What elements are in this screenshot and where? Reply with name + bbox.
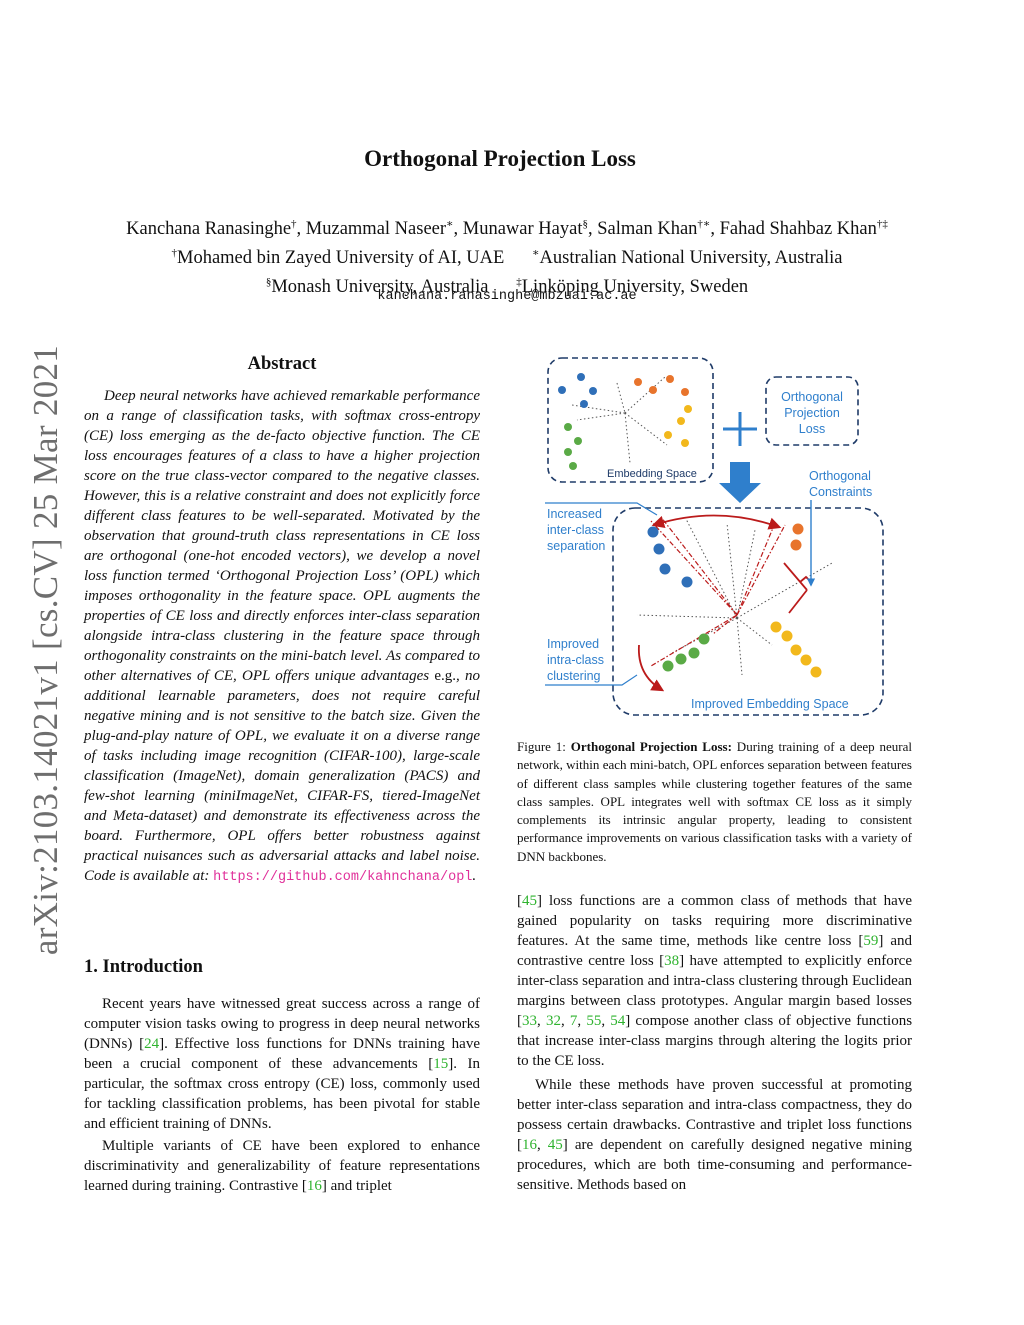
paper-title: Orthogonal Projection Loss: [364, 146, 636, 171]
intra-label-1: Improved: [547, 637, 600, 651]
green-dot: [663, 661, 674, 672]
blue-dot: [660, 564, 671, 575]
inter-class-arrow: [654, 515, 779, 527]
yellow-dot: [664, 431, 672, 439]
intro-paragraph-4: While these methods have proven successful at promoting better inter-class separation and intra-class compactness, they do possess certain drawbacks. Contrastive and triplet loss functions [16, 45] are dependent on carefully designed negative mining procedures, which are both time-consuming and performance-sensitive. Methods based on: [517, 1077, 912, 1193]
author-block: [0, 212, 1014, 299]
down-arrow-icon: [719, 462, 761, 503]
caption-bold-title: Orthogonal Projection Loss:: [570, 739, 732, 754]
green-dot: [699, 634, 710, 645]
author-name: Muzammal Naseer: [305, 219, 447, 240]
affiliation-name: Australian National University, Australia: [539, 248, 843, 269]
affiliation-name: Linköping University, Sweden: [521, 277, 749, 298]
affiliation-name: Mohamed bin Zayed University of AI, UAE: [177, 248, 505, 269]
code-url-link[interactable]: https://github.com/kahnchana/opl: [213, 870, 473, 885]
green-dot: [689, 648, 700, 659]
author-name: Munawar Hayat: [462, 219, 583, 240]
embedding-dots: [558, 373, 692, 470]
affiliations-line-1: †Mohamed bin Zayed University of AI, UAE ∗Australian National University, Australia: [171, 247, 843, 269]
opl-box-label-1: Orthogonal: [781, 390, 843, 404]
green-dot: [676, 654, 687, 665]
citation-link[interactable]: 45: [547, 1137, 563, 1153]
intro-paragraph-2: Multiple variants of CE have been explored to enhance discriminativity and generalizability of feature representations learned during training. Contrastive [16] and triplet: [84, 1138, 480, 1194]
yellow-dot: [791, 645, 802, 656]
green-dot: [564, 423, 572, 431]
green-dot: [569, 462, 577, 470]
abstract-heading: Abstract: [247, 354, 317, 374]
yellow-dot: [681, 439, 689, 447]
author-list: Kanchana Ranasinghe†, Muzammal Naseer∗, Munawar Hayat§, Salman Khan†∗, Fahad Shahbaz Khan†‡: [126, 218, 888, 240]
author-email[interactable]: kanchana.ranasinghe@mbzuai.ac.ae: [377, 289, 637, 304]
green-dot: [564, 448, 572, 456]
intra-label-2: intra-class: [547, 653, 604, 667]
orange-dot: [793, 524, 804, 535]
citation-link[interactable]: 16: [306, 1178, 322, 1194]
orange-dot: [634, 378, 642, 386]
citation-link[interactable]: 55: [586, 1013, 602, 1029]
arxiv-identifier: arXiv:2103.14021v1 [cs.CV] 25 Mar 2021: [26, 344, 65, 956]
citation-link[interactable]: 32: [545, 1013, 561, 1029]
opl-diagram: [527, 345, 907, 730]
introduction-heading: 1. Introduction: [84, 957, 203, 977]
inter-label-2: inter-class: [547, 523, 604, 537]
inter-label-3: separation: [547, 539, 606, 553]
improved-embedding-label: Improved Embedding Space: [691, 697, 849, 711]
citation-link[interactable]: 7: [569, 1013, 578, 1029]
citation-link[interactable]: 59: [863, 933, 879, 949]
blue-dot: [682, 577, 693, 588]
blue-dot: [648, 527, 659, 538]
citation-link[interactable]: 54: [610, 1013, 626, 1029]
figure-1: [527, 345, 907, 730]
yellow-dot: [811, 667, 822, 678]
author-name: Kanchana Ranasinghe: [126, 219, 292, 240]
improved-dots: [648, 524, 822, 678]
orange-dot: [791, 540, 802, 551]
ortho-label-2: Constraints: [809, 485, 873, 499]
intra-label-3: clustering: [547, 669, 601, 683]
author-name: Salman Khan: [597, 219, 698, 240]
yellow-dot: [677, 417, 685, 425]
green-dot: [574, 437, 582, 445]
embedding-space-label: Embedding Space: [607, 468, 697, 480]
orange-dot: [666, 375, 674, 383]
opl-box-label-2: Projection: [784, 406, 840, 420]
abstract-text: Deep neural networks have achieved remarkable performance on a range of classification tasks, with softmax cross-entropy (CE) loss emerging as the de-facto objective function. The CE loss encourages features of a class to have a higher projection score on the true class-vector compared to the negative classes. However, this is a relative constraint and does not explicitly force different class features to be well-separated. Motivated by the observation that ground-truth class representations in CE loss are orthogonal (one-hot encoded vectors), we develop a novel loss function termed ‘Orthogonal Projection Loss’ (OPL) which imposes orthogonality in the feature space. OPL augments the properties of CE loss and directly enforces inter-class separation alongside intra-class clustering in the feature space through orthogonality constraints on the mini-batch level. As compared to other alternatives of CE, OPL offers unique advantages e.g., no additional learnable parameters, does not require careful negative mining and is not sensitive to the batch size. Given the plug-and-play nature of OPL, we evaluate it on a diverse range of tasks including image recognition (CIFAR-100), large-scale classification (ImageNet), domain generalization (PACS) and few-shot learning (miniImageNet, CIFAR-FS, tiered-ImageNet and Meta-dataset) and demonstrate its effectiveness across the board. Furthermore, OPL offers better robustness against practical nuisances such as adversarial attacks and label noise. Code is available at: https://github.com/kahnchana/opl.: [84, 388, 481, 885]
citation-link[interactable]: 33: [522, 1013, 537, 1029]
citation-link[interactable]: 45: [522, 893, 537, 909]
yellow-dot: [801, 655, 812, 666]
citation-link[interactable]: 24: [144, 1036, 160, 1052]
author-name: Fahad Shahbaz Khan: [719, 219, 877, 240]
blue-dot: [654, 544, 665, 555]
blue-dot: [558, 386, 566, 394]
cluster-wedges: [651, 517, 785, 666]
affiliations-line-2: §Monash University, Australia ‡Linköping University, Sweden: [265, 276, 749, 298]
inter-label-1: Increased: [547, 507, 602, 521]
opl-box-label-3: Loss: [798, 422, 826, 436]
affiliation-name: Monash University, Australia: [271, 277, 489, 298]
orthogonal-constraint-marker: [784, 563, 812, 613]
citation-link[interactable]: 38: [664, 953, 680, 969]
citation-link[interactable]: 16: [522, 1137, 537, 1153]
yellow-dot: [782, 631, 793, 642]
yellow-dot: [684, 405, 692, 413]
plus-icon: [723, 412, 757, 446]
intra-class-arrow: [639, 645, 662, 690]
figure-1-caption: Figure 1: Orthogonal Projection Loss: During training of a deep neural network, within each mini-batch, OPL enforces separation between features of different class samples while clustering together features of the same class samples. OPL integrates well with softmax CE loss as it simply complements its intrinsic angular property, leading to consistent performance improvements on various classification tasks with a variety of DNN backbones.: [517, 739, 912, 864]
intro-paragraph-1: Recent years have witnessed great success across a range of computer vision tasks owing to progress in deep neural networks (DNNs) [24]. Effective loss functions for DNNs training have been a crucial component of these advancements [15]. In particular, the softmax cross entropy (CE) loss, commonly used for tackling classification problems, has been pivotal for stable and efficient training of DNNs.: [84, 996, 480, 1132]
ortho-label-1: Orthogonal: [809, 469, 871, 483]
orange-dot: [681, 388, 689, 396]
yellow-dot: [771, 622, 782, 633]
citation-link[interactable]: 15: [433, 1056, 449, 1072]
intro-paragraph-3: [45] loss functions are a common class of methods that have gained popularity on tasks requiring more discriminative features. At the same time, methods like centre loss [59] and contrastive centre loss [38] have attempted to explicitly enforce inter-class separation and intra-class clustering through Euclidean margins between class prototypes. Angular margin based losses [33, 32, 7, 55, 54] compose another class of objective functions that increase inter-class margins through altering the logits prior to the CE loss.: [517, 893, 913, 1069]
blue-dot: [589, 387, 597, 395]
blue-dot: [580, 400, 588, 408]
blue-dot: [577, 373, 585, 381]
orange-dot: [649, 386, 657, 394]
